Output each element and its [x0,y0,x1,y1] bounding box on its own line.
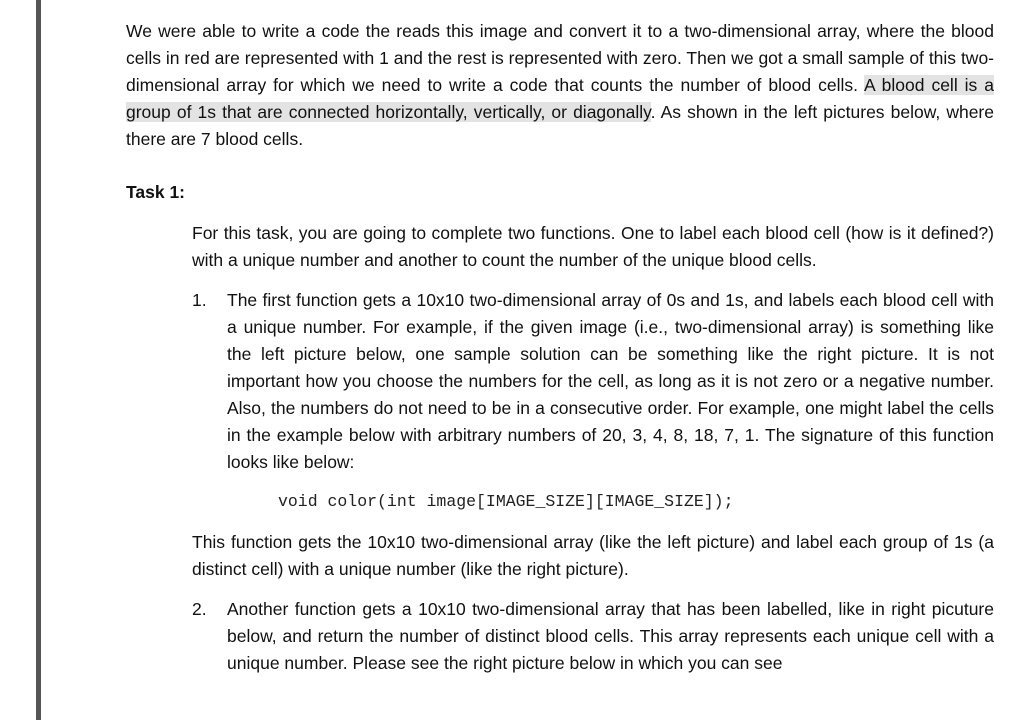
list-text-1: The first function gets a 10x10 two-dimensional array of 0s and 1s, and labels each blood cell with a unique number. For example, if the given image (i.e., two-dimensional array) is something like the left picture below, one sample solution can be something like the right picture. It is not important how you choose the numbers for the cell, as long as it is not zero or a negative number. Also, the numbers do not need to be in a consecutive order. For example, one might label the cells in the example below with arbitrary numbers of 20, 3, 4, 8, 18, 7, 1. The signature of this function looks like below: [227,290,994,472]
list-number-1: 1. [192,290,207,310]
highlighted-sentence[interactable]: A blood cell is a group of 1s that are connected horizontally, vertically, or diagonally [126,75,994,122]
document-page [126,18,994,677]
list-item-1 [192,287,994,476]
list-item-2 [192,596,994,677]
intro-text-start: We were able to write a code the reads this image and convert it to a two-dimensional array, where the blood cells in red are represented with 1 and the rest is represented with zero. Then we got a small sample of this two-dimensional array for which we need to write a code that counts the number of blood cells. [126,21,994,95]
list-text-2: Another function gets a 10x10 two-dimensional array that has been labelled, like in right picuture below, and return the number of distinct blood cells. This array represents each unique cell with a unique number. Please see the right picture below in which you can see [227,599,994,673]
document-left-border [36,0,41,720]
intro-text-end: . As shown in the left pictures below, where there are 7 blood cells. [126,102,994,149]
task-heading: Task 1: [126,182,186,202]
task-body [192,220,994,677]
list-number-2: 2. [192,599,207,619]
after-code-paragraph: This function gets the 10x10 two-dimensional array (like the left picture) and label each group of 1s (a distinct cell) with a unique number (like the right picture). [192,532,994,579]
function-signature-code: void color(int image[IMAGE_SIZE][IMAGE_SIZE]); [278,492,734,511]
task-intro-paragraph: For this task, you are going to complete two functions. One to label each blood cell (how is it defined?) with a unique number and another to count the number of the unique blood cells. [192,223,994,270]
intro-paragraph [126,18,994,153]
